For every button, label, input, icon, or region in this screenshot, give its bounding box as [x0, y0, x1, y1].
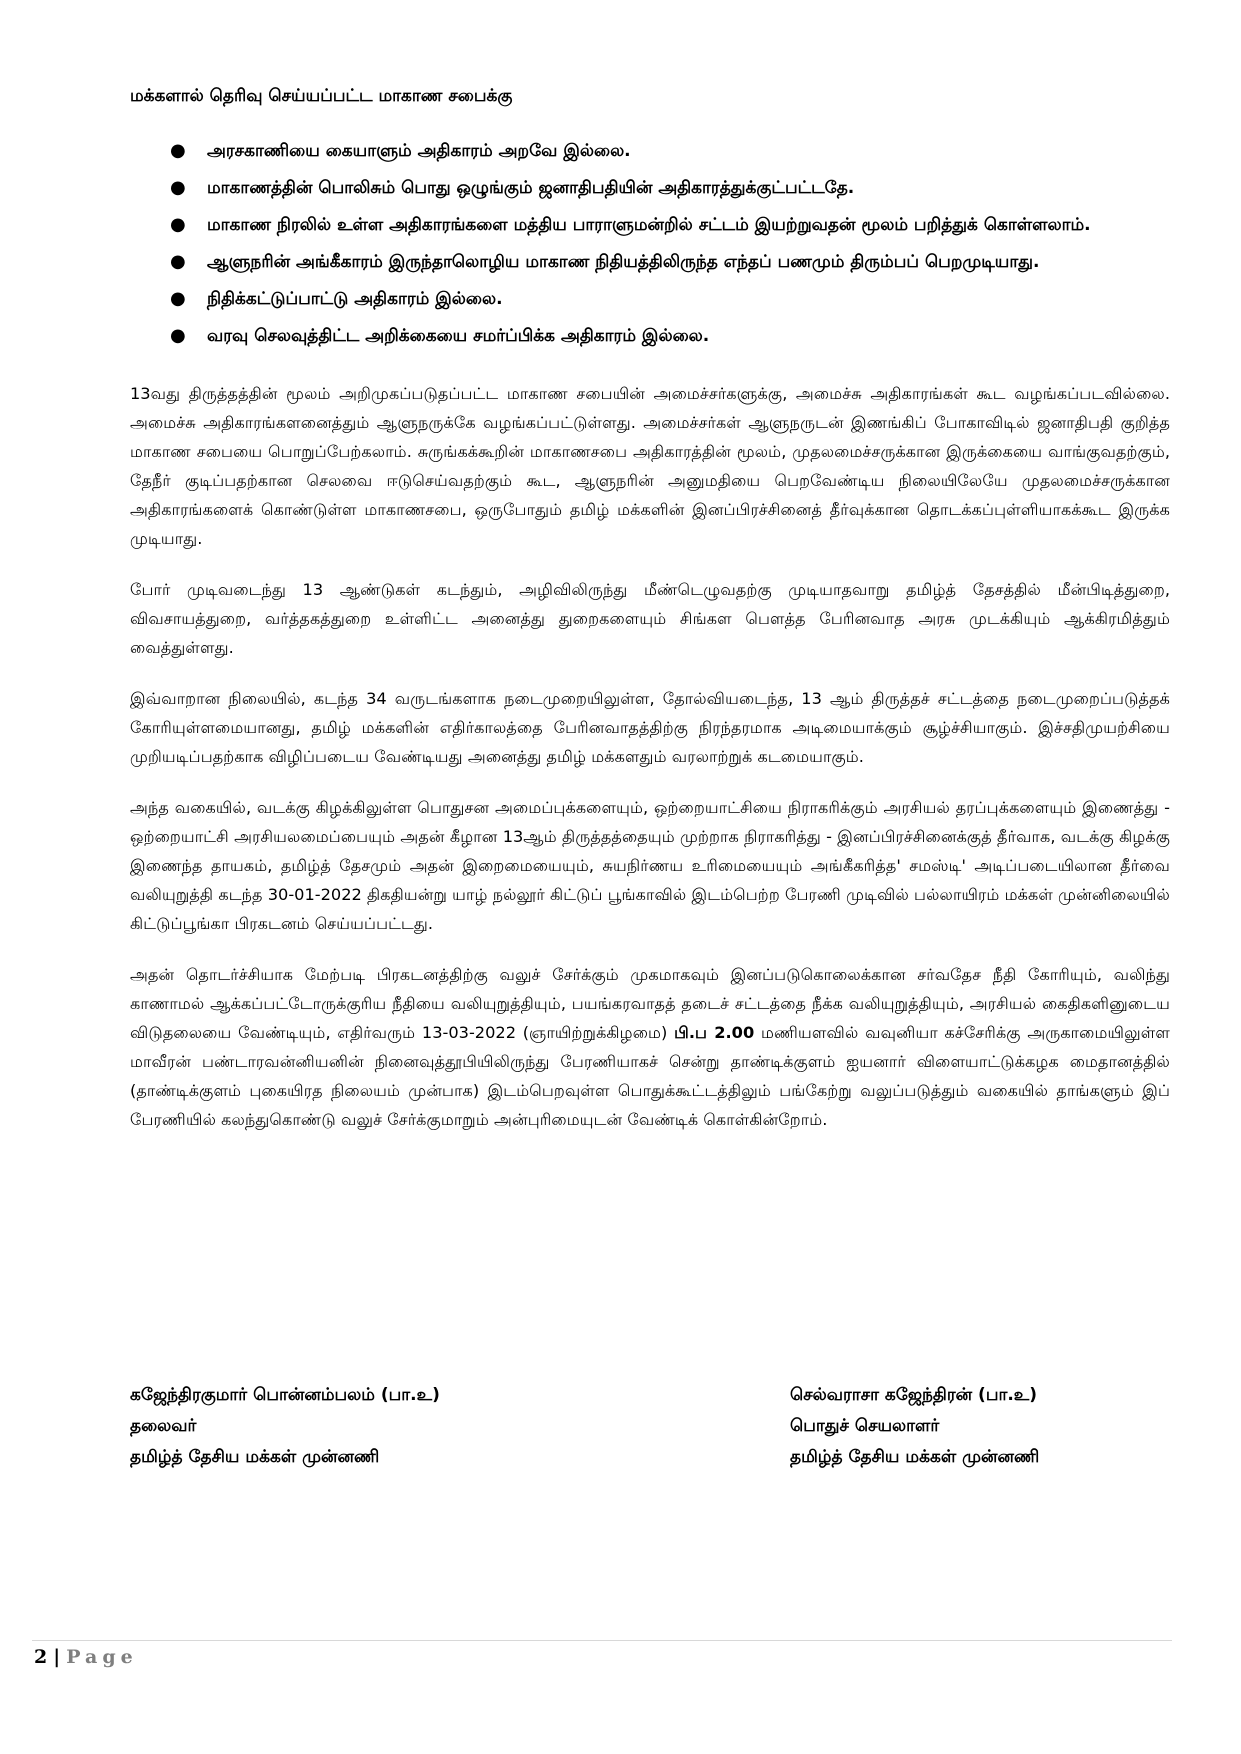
- bullet-text: அரசகாணியை கையாளும் அதிகாரம் அறவே இல்லை.: [207, 141, 631, 161]
- bullet-text: மாகாண நிரலில் உள்ள அதிகாரங்களை மத்திய பாராளுமன்றில் சட்டம் இயற்றுவதன் மூலம் பறித்துக் கொள்ளலாம்.: [207, 215, 1091, 235]
- document-body: [130, 86, 1170, 1156]
- bullet-icon: ●: [170, 177, 186, 198]
- bullet-icon: ●: [170, 288, 186, 309]
- list-item: [130, 210, 1170, 240]
- rally-time: பி.ப 2.00: [674, 1023, 755, 1042]
- paragraph-13th-amendment: 13வது திருத்தத்தின் மூலம் அறிமுகப்படுதப்பட்ட மாகாண சபையின் அமைச்சர்களுக்கு, அமைச்சு அதிகாரங்கள் கூட வழங்கப்படவில்லை. அமைச்சு அதிகாரங்களனைத்தும் ஆளுநருக்கே வழங்கப்பட்டுள்ளது. அமைச்சர்கள் ஆளுநருடன் இணங்கிப் போகாவிடில் ஜனாதிபதி குறித்த மாகாண சபையை பொறுப்பேற்கலாம். சுருங்கக்கூறின் மாகாணசபை அதிகாரத்தின் மூலம், முதலமைச்சருக்கான இருக்கையை வாங்குவதற்கும், தேநீர் குடிப்பதற்கான செலவை ஈடுசெய்வதற்கும் கூட, ஆளுநரின் அனுமதியை பெறவேண்டிய நிலையிலேயே முதலமைச்சருக்கான அதிகாரங்களைக் கொண்டுள்ள மாகாணசபை, ஒருபோதும் தமிழ் மக்களின் இனப்பிரச்சினைத் தீர்வுக்கான தொடக்கப்புள்ளியாகக்கூட இருக்க முடியாது.: [130, 384, 1170, 548]
- page-footer: [34, 1646, 138, 1668]
- signatory-title: பொதுச் செயலாளர்: [790, 1416, 940, 1436]
- signature-block-right: [790, 1380, 1039, 1473]
- bullet-icon: ●: [170, 251, 186, 272]
- bullet-text: மாகாணத்தின் பொலிசும் பொது ஒழுங்கும் ஜனாதிபதியின் அதிகாரத்துக்குட்பட்டதே.: [207, 178, 855, 198]
- list-item: [130, 284, 1170, 314]
- rally-text-end: மணியளவில் வவுனியா கச்சேரிக்கு அருகாமையிலுள்ள மாவீரன் பண்டாரவன்னியனின் நினைவுத்தூபியிலிருந்து பேரணியாகச் சென்று தாண்டிக்குளம் ஐயனார் விளையாட்டுக்கழக மைதானத்தில் (தாண்டிக்குளம் புகையிரத நிலையம் முன்பாக) இடம்பெறவுள்ள பொதுக்கூட்டத்திலும் பங்கேற்று வலுப்படுத்தும் வகையில் தாங்களும் இப் பேரணியில் கலந்துகொண்டு வலுச் சேர்க்குமாறும் அன்புரிமையுடன் வேண்டிக் கொள்கின்றோம்.: [130, 1023, 1170, 1129]
- paragraph-conspiracy: இவ்வாறான நிலையில், கடந்த 34 வருடங்களாக நடைமுறையிலுள்ள, தோல்வியடைந்த, 13 ஆம் திருத்தச் சட்டத்தை நடைமுறைப்படுத்தக் கோரியுள்ளமையானது, தமிழ் மக்களின் எதிர்காலத்தை பேரினவாதத்திற்கு நிரந்தரமாக அடிமையாக்கும் சூழ்ச்சியாகும். இச்சதிமுயற்சியை முறியடிப்பதற்காக விழிப்படைய வேண்டியது அனைத்து தமிழ் மக்களதும் வரலாற்றுக் கடமையாகும்.: [130, 689, 1170, 766]
- signatory-name: செல்வராசா கஜேந்திரன் (பா.உ): [790, 1385, 1037, 1405]
- signatory-title: தலைவர்: [130, 1416, 197, 1436]
- paragraph-post-war: போர் முடிவடைந்து 13 ஆண்டுகள் கடந்தும், அழிவிலிருந்து மீண்டெழுவதற்கு முடியாதவாறு தமிழ்த் தேசத்தில் மீன்பிடித்துறை, விவசாயத்துறை, வர்த்தகத்துறை உள்ளிட்ட அனைத்து துறைகளையும் சிங்கள பௌத்த பேரினவாத அரசு முடக்கியும் ஆக்கிரமித்தும் வைத்துள்ளது.: [130, 580, 1170, 657]
- list-item: [130, 247, 1170, 277]
- list-item: [130, 173, 1170, 203]
- list-item: [130, 136, 1170, 166]
- page-label: Page: [66, 1646, 138, 1668]
- bullet-icon: ●: [170, 140, 186, 161]
- bullet-text: ஆளுநரின் அங்கீகாரம் இருந்தாலொழிய மாகாண நிதியத்திலிருந்த எந்தப் பணமும் திரும்பப் பெறமுடியாது.: [207, 252, 1040, 272]
- rally-text-start: அதன் தொடர்ச்சியாக மேற்படி பிரகடனத்திற்கு வலுச் சேர்க்கும் முகமாகவும் இனப்படுகொலைக்கான சர்வதேச நீதி கோரியும், வலிந்து காணாமல் ஆக்கப்பட்டோருக்குரிய நீதியை வலியுறுத்தியும், பயங்கரவாதத் தடைச் சட்டத்தை நீக்க வலியுறுத்தியும், அரசியல் கைதிகளினுடைய விடுதலையை வேண்டியும், எதிர்வரும் 13-03-2022 (ஞாயிற்றுக்கிழமை): [130, 965, 1170, 1042]
- bullet-text: நிதிக்கட்டுப்பாட்டு அதிகாரம் இல்லை.: [207, 289, 503, 309]
- signatory-organization: தமிழ்த் தேசிய மக்கள் முன்னணி: [130, 1447, 380, 1467]
- bullet-icon: ●: [170, 325, 186, 346]
- bullet-text: வரவு செலவுத்திட்ட அறிக்கையை சமர்ப்பிக்க அதிகாரம் இல்லை.: [207, 326, 710, 346]
- bullet-icon: ●: [170, 214, 186, 235]
- signatory-name: கஜேந்திரகுமார் பொன்னம்பலம் (பா.உ): [130, 1385, 440, 1405]
- page-number: 2: [34, 1646, 48, 1668]
- list-item: [130, 321, 1170, 351]
- signature-block-left: [130, 1380, 440, 1473]
- footer-divider: [32, 1640, 1172, 1641]
- bullet-list: [130, 136, 1170, 351]
- signatory-organization: தமிழ்த் தேசிய மக்கள் முன்னணி: [790, 1447, 1040, 1467]
- footer-separator: |: [53, 1646, 61, 1668]
- page-heading: மக்களால் தெரிவு செய்யப்பட்ட மாகாண சபைக்கு: [130, 86, 513, 106]
- paragraph-rally-invitation: [130, 960, 1170, 1134]
- paragraph-declaration: அந்த வகையில், வடக்கு கிழக்கிலுள்ள பொதுசன அமைப்புக்களையும், ஒற்றையாட்சியை நிராகரிக்கும் அரசியல் தரப்புக்களையும் இணைத்து - ஒற்றையாட்சி அரசியலமைப்பையும் அதன் கீழான 13ஆம் திருத்தத்தையும் முற்றாக நிராகரித்து - இனப்பிரச்சினைக்குத் தீர்வாக, வடக்கு கிழக்கு இணைந்த தாயகம், தமிழ்த் தேசமும் அதன் இறைமையையும், சுயநிர்ணய உரிமையையும் அங்கீகரித்த' சமஸ்டி' அடிப்படையிலான தீர்வை வலியுறுத்தி கடந்த 30-01-2022 திகதியன்று யாழ் நல்லூர் கிட்டுப் பூங்காவில் இடம்பெற்ற பேரணி முடிவில் பல்லாயிரம் மக்கள் முன்னிலையில் கிட்டுப்பூங்கா பிரகடனம் செய்யப்பட்டது.: [130, 798, 1170, 933]
